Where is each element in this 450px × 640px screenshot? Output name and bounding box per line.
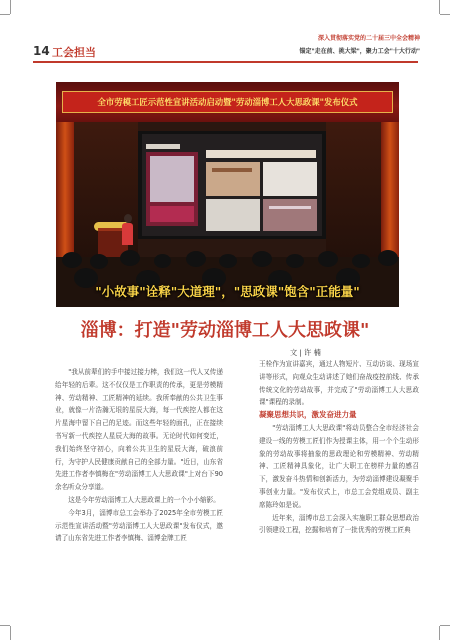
- paragraph: "劳动淄博工人大思政课"将动员整合全市经济社会建设一线的劳模工匠们作为授课主体，用一个个生动形象的劳动故事将抽象的思政理论和劳模精神、劳动精神、工匠精神具象化，让广大职工在榜样力量的感召下，激发奋斗热情和创新活力，为劳动淄博建设凝聚手事创业力量。"发布仪式上，市总工会党组成员、副主席陈玲如是说。: [259, 423, 419, 509]
- audience-head: [120, 250, 140, 266]
- audience-head: [186, 251, 206, 267]
- curtain: [381, 122, 399, 262]
- curtain: [56, 122, 74, 262]
- audience-head: [352, 254, 370, 268]
- article-author: 文 | 许 楠: [290, 348, 321, 357]
- page-number: 14: [33, 44, 50, 58]
- right-column: [259, 358, 419, 537]
- audience-head: [286, 254, 304, 268]
- speaker-head: [124, 214, 132, 223]
- crop-mark: [439, 626, 440, 640]
- crop-mark: [10, 626, 11, 640]
- crop-mark: [439, 0, 440, 14]
- wall-panel: [326, 122, 381, 262]
- paragraph: 近年来，淄博市总工会深入实施职工群众思想政治引领建设工程，挖掘和培育了一批优秀的劳模工匠典: [259, 513, 419, 535]
- audience-head: [219, 254, 237, 268]
- article-title: 淄博：打造"劳动淄博工人大思政课": [80, 320, 370, 341]
- audience-head: [252, 251, 272, 267]
- stage-banner: 全市劳模工匠示范性宣讲活动启动暨"劳动淄博工人大思政课"发布仪式: [62, 91, 393, 113]
- crop-mark: [440, 625, 450, 626]
- audience-head: [318, 251, 338, 267]
- column-name: 工会担当: [52, 46, 96, 59]
- paragraph: 今年3月，淄博市总工会举办了2025年全市劳模工匠示范性宣讲活动暨"劳动淄博工人大思政课"发布仪式，邀请了山东省先进工作者李慎梅、淄博金牌工匠: [55, 508, 223, 543]
- event-photo: [56, 82, 399, 307]
- audience-head: [90, 254, 108, 269]
- paragraph: 王栓作为宣讲嘉宾，通过人物短片、互动访谈、现场宣讲等形式，向观众生动讲述了她们奋战疫控前线、传承传统文化的劳动故事，并完成了"劳动淄博工人大思政课"课程的录制。: [259, 360, 419, 407]
- paragraph: "我从前辈们的手中接过接力棒，我们这一代人又传递给年轻的后辈。这不仅仅是工作职责的传承，更是劳模精神、劳动精神、工匠精神的延续。我所奉献的公共卫生事业，就像一片浩瀚无垠的星辰大海，每一代疾控人都在这片星海中留下自己的足迹。而这些年轻的面孔，正在接续书写新一代疾控人星辰大海的故事。无论时代如何变迁，我们始终坚守初心，向着公共卫生的星辰大海，破浪前行，为守护人民健康贡献自己的全部力量。"近日，山东省先进工作者李慎梅在"劳动淄博工人大思政课"上对台下90余名听众分享道。: [55, 368, 223, 492]
- audience-head: [378, 250, 398, 266]
- header-rule: [33, 61, 418, 63]
- crop-mark: [10, 0, 11, 14]
- screen-slide: [142, 134, 322, 236]
- audience-head: [154, 254, 171, 268]
- photo-slogan: "小故事"诠释"大道理"，"思政课"饱含"正能量": [95, 284, 360, 299]
- left-column: [55, 366, 223, 545]
- projection-screen: [142, 134, 322, 236]
- header-slogan-1: 深入贯彻落实党的二十届三中全会精神: [317, 35, 420, 42]
- crop-mark: [0, 14, 10, 15]
- header-slogan-2: 锚定"走在前、挑大梁"，聚力工会"十大行动": [299, 48, 420, 55]
- section-subhead: 凝聚思想共识，激发奋进力量: [259, 410, 357, 420]
- audience-head: [62, 252, 82, 268]
- paragraph: 这是今年劳动淄博工人大思政课上的一个小小缩影。: [68, 495, 220, 504]
- crop-mark: [0, 625, 10, 626]
- speaker: [122, 223, 133, 245]
- crop-mark: [440, 14, 450, 15]
